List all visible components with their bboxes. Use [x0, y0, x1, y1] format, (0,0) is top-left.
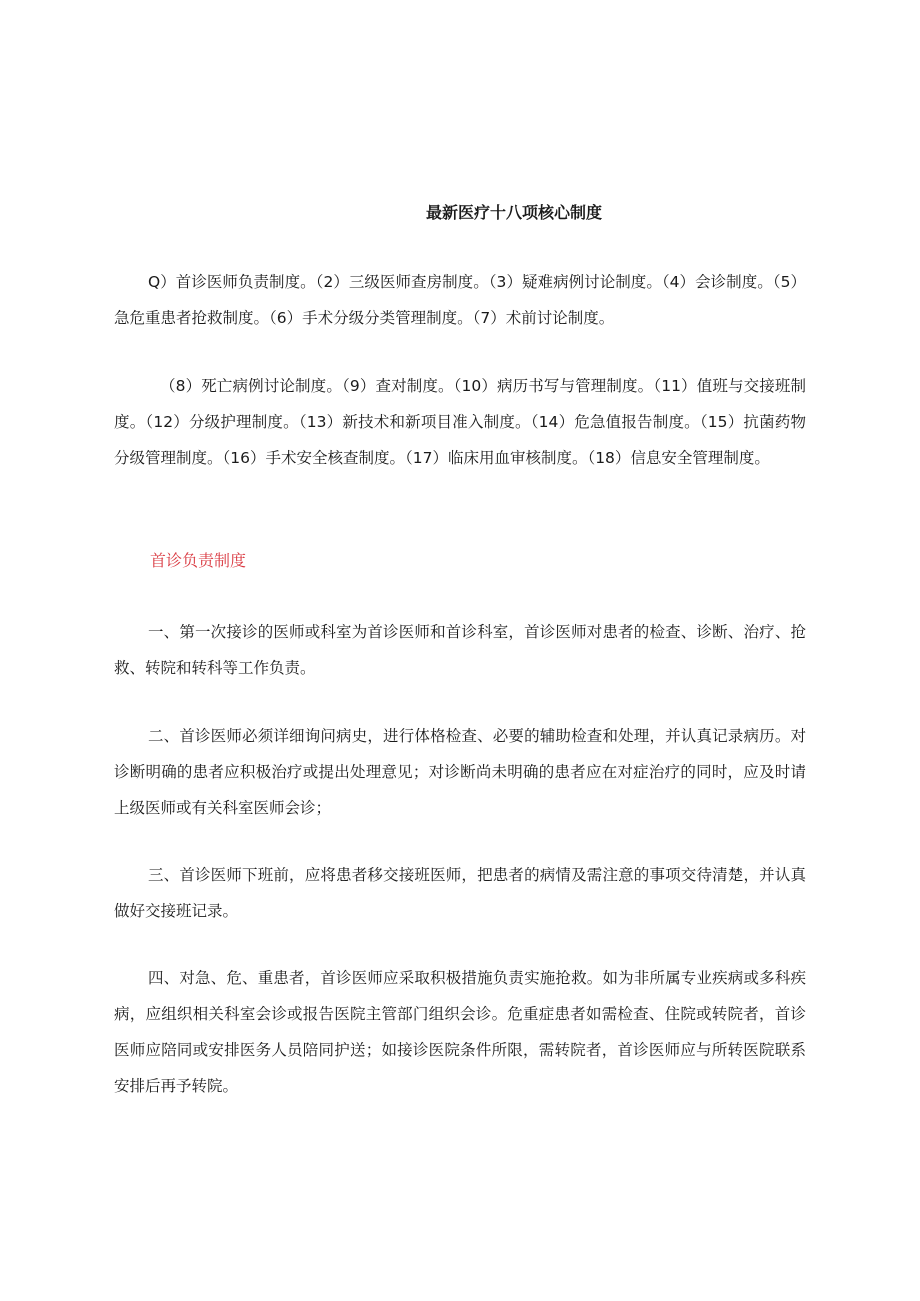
- section-paragraph-2: 二、首诊医师必须详细询问病史，进行体格检查、必要的辅助检查和处理，并认真记录病历。对诊断明确的患者应积极治疗或提出处理意见；对诊断尚未明确的患者应在对症治疗的同时，应及时请上级医师或有关科室医师会诊；: [114, 727, 806, 817]
- section-paragraph-3: 三、首诊医师下班前，应将患者移交接班医师，把患者的病情及需注意的事项交待清楚，并认真做好交接班记录。: [114, 866, 806, 920]
- document-title: 最新医疗十八项核心制度: [425, 203, 602, 222]
- intro-paragraph-2: （8）死亡病例讨论制度。（9）查对制度。（10）病历书写与管理制度。（11）值班与交接班制度。（12）分级护理制度。（13）新技术和新项目准入制度。（14）危急值报告制度。（15）抗菌药物分级管理制度。（16）手术安全核查制度。（17）临床用血审核制度。（18）信息安全管理制度。: [114, 377, 806, 467]
- section-paragraph-4: 四、对急、危、重患者，首诊医师应采取积极措施负责实施抢救。如为非所属专业疾病或多科疾病，应组织相关科室会诊或报告医院主管部门组织会诊。危重症患者如需检查、住院或转院者，首诊医师应陪同或安排医务人员陪同护送；如接诊医院条件所限，需转院者，首诊医师应与所转医院联系安排后再予转院。: [114, 969, 806, 1095]
- section-paragraph-1: 一、第一次接诊的医师或科室为首诊医师和首诊科室，首诊医师对患者的检查、诊断、治疗、抢救、转院和转科等工作负责。: [114, 623, 806, 677]
- section-heading: 首诊负责制度: [150, 551, 247, 570]
- intro-paragraph-1: Q）首诊医师负责制度。（2）三级医师查房制度。（3）疑难病例讨论制度。（4）会诊制度。（5）急危重患者抢救制度。（6）手术分级分类管理制度。（7）术前讨论制度。: [114, 273, 806, 327]
